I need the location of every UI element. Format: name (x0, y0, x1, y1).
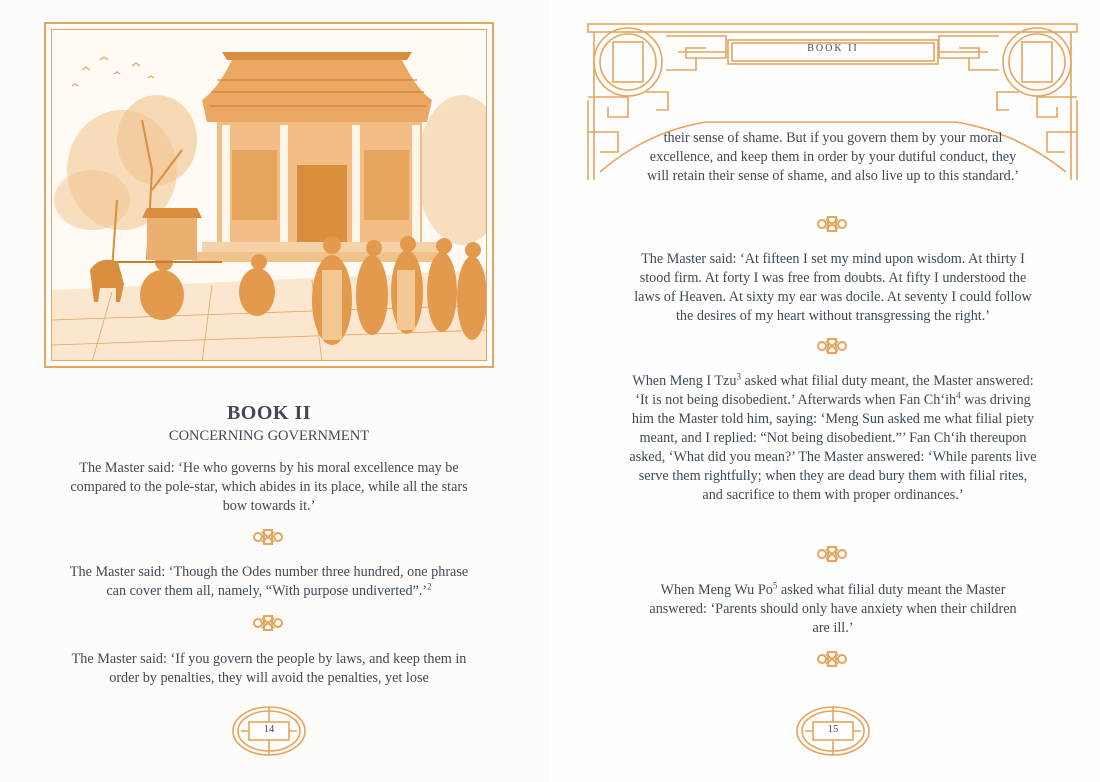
page-number: 14 (263, 724, 275, 735)
paragraph-text: asked what filial duty meant, the Master answered: ‘It is not being disobedient.’ Afterwards when Fan Ch‘ih (635, 373, 1034, 408)
footnote-marker: 2 (427, 581, 432, 592)
footnote-marker: 4 (956, 390, 961, 401)
book-subtitle: CONCERNING GOVERNMENT (168, 428, 370, 444)
endless-knot-ornament-icon (251, 526, 285, 548)
temple-engraving-image (52, 30, 487, 361)
paragraph-odes (66, 563, 472, 601)
footnote-marker: 3 (736, 371, 741, 382)
paragraph-sense-of-shame (646, 129, 1020, 186)
book-heading (44, 402, 494, 445)
page-number: 15 (827, 724, 839, 735)
paragraph-meng-wu-po (646, 581, 1020, 638)
book-title: BOOK II (226, 402, 312, 424)
paragraph-pole-star (66, 459, 472, 516)
running-head: BOOK II (807, 43, 859, 54)
endless-knot-ornament-icon (251, 612, 285, 634)
paragraph-text: The Master said: ‘He who governs by his moral excellence may be compared to the pole-star, which abides in its place, while all the stars bow towards it.’ (70, 460, 468, 514)
paragraph-meng-i-tzu (628, 372, 1038, 505)
paragraph-text: The Master said: ‘If you govern the people by laws, and keep them in order by penalties, they will avoid the penalties, yet lose (71, 651, 467, 686)
page-number-frame (231, 705, 307, 757)
endless-knot-ornament-icon (815, 543, 849, 565)
paragraph-text: their sense of shame. But if you govern them by your moral excellence, and keep them in order by your dutiful conduct, they will retain their sense of shame, and also live up to this standard.’ (647, 130, 1019, 184)
paragraph-text: When Meng Wu Po (660, 582, 773, 598)
paragraph-at-fifteen (626, 250, 1040, 326)
paragraph-text: When Meng I Tzu (632, 373, 737, 389)
endless-knot-ornament-icon (815, 213, 849, 235)
endless-knot-ornament-icon (815, 648, 849, 670)
paragraph-laws (62, 650, 476, 688)
page-number-frame (795, 705, 871, 757)
endless-knot-ornament-icon (815, 335, 849, 357)
paragraph-text: The Master said: ‘Though the Odes number three hundred, one phrase can cover them all, namely, “With purpose undiverted”.’ (69, 564, 469, 599)
footnote-marker: 5 (772, 580, 778, 591)
paragraph-text: asked what filial duty meant the Master answered: ‘Parents should only have anxiety when their children are ill.’ (649, 582, 1017, 636)
paragraph-text: was driving him the Master told him, saying: ‘Meng Sun asked me what filial piety meant, and I replied: “Not being disobedient.”’ Fan Ch‘ih thereupon asked, ‘What did you mean?’ The Master answered: ‘While parents live serve them rightfully; when they are dead bury them with filial rites, and sacrifice to them with proper ordinances.’ (629, 392, 1037, 503)
temple-illustration (44, 22, 494, 368)
paragraph-text: The Master said: ‘At fifteen I set my mind upon wisdom. At thirty I stood firm. At forty I was free from doubts. At fifty I understood the laws of Heaven. At sixty my ear was docile. At seventy I could follow the desires of my heart without transgressing the right.’ (634, 251, 1032, 324)
